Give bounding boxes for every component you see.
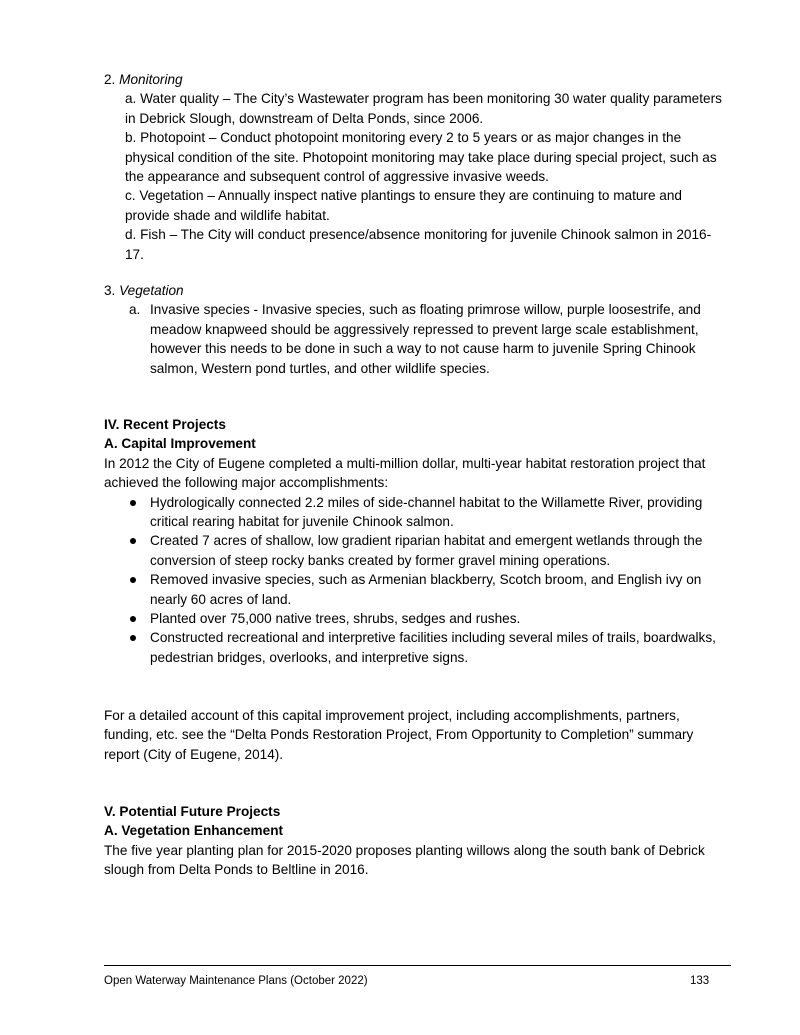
bullet-icon [130,635,136,641]
list-item-text: Hydrologically connected 2.2 miles of side-channel habitat to the Willamette River, providing critical rearing habitat for juvenile Chinook salmon. [150,494,703,530]
vegetation-enhancement-heading: A. Vegetation Enhancement [104,823,284,839]
vegetation-heading [104,281,724,300]
bullet-icon [130,616,136,622]
closing-paragraph: For a detailed account of this capital improvement project, including accomplishments, partners, funding, etc. see the “Delta Ponds Restoration Project, From Opportunity to Completion” summary report (City of Eugene, 2014). [104,708,694,762]
capital-improvement-heading: A. Capital Improvement [104,436,256,452]
future-projects-heading: V. Potential Future Projects [104,804,281,819]
monitoring-heading [104,70,724,89]
monitoring-section [104,70,724,264]
accomplishments-list [104,493,724,668]
vegetation-item-invasive [104,300,724,378]
bullet-icon [130,538,136,544]
vegetation-item-label: a. [129,302,141,318]
page-number: 133 [690,975,710,987]
list-item [104,609,724,628]
list-item-text: Removed invasive species, such as Armenian blackberry, Scotch broom, and English ivy on nearly 60 acres of land. [150,572,702,607]
vegetation-heading-number: 3. [104,283,116,298]
list-item [104,531,724,570]
list-item [104,628,724,667]
bullet-icon [130,500,136,506]
monitoring-item-fish: d. Fish – The City will conduct presence/absence monitoring for juvenile Chinook salmon in 2016-17. [125,227,712,262]
monitoring-item-photopoint: b. Photopoint – Conduct photopoint monitoring every 2 to 5 years or as major changes in the physical condition of the site. Photopoint monitoring may take place during special project, such as the appearance and subsequent control of aggressive invasive weeds. [125,130,717,185]
list-item-text: Created 7 acres of shallow, low gradient riparian habitat and emergent wetlands through the conversion of steep rocky banks created by former gravel mining operations. [150,533,703,568]
recent-projects-heading: IV. Recent Projects [104,417,226,432]
vegetation-item-text: Invasive species - Invasive species, such as floating primrose willow, purple loosestrife, and meadow knapweed should be aggressively repressed to prevent large scale establishment, however this needs to be done in such a way to not cause harm to juvenile Spring Chinook salmon, Western pond turtles, and other wildlife species. [150,302,701,376]
monitoring-item-water-quality: a. Water quality – The City’s Wastewater program has been monitoring 30 water quality parameters in Debrick Slough, downstream of Delta Ponds, since 2006. [125,91,722,126]
vegetation-heading-text: Vegetation [119,283,184,298]
footer-title: Open Waterway Maintenance Plans (October 2022) [104,975,368,987]
list-item-text: Constructed recreational and interpretive facilities including several miles of trails, boardwalks, pedestrian bridges, overlooks, and interpretive signs. [150,630,716,665]
recent-projects-intro: In 2012 the City of Eugene completed a multi-million dollar, multi-year habitat restoration project that achieved the following major accomplishments: [104,455,706,491]
recent-projects-section [104,415,724,667]
monitoring-heading-number: 2. [104,72,116,87]
monitoring-heading-text: Monitoring [119,72,183,87]
list-item [104,570,724,609]
list-item-text: Planted over 75,000 native trees, shrubs, sedges and rushes. [150,611,521,627]
list-item [104,493,724,532]
footer-divider [104,965,731,966]
future-projects-section [104,802,724,880]
monitoring-item-vegetation: c. Vegetation – Annually inspect native plantings to ensure they are continuing to mature and provide shade and wildlife habitat. [125,188,682,223]
vegetation-enhancement-text: The five year planting plan for 2015-2020 proposes planting willows along the south bank of Debrick slough from Delta Ponds to Beltline in 2016. [104,842,705,878]
bullet-icon [130,577,136,583]
recent-projects-closing [104,706,724,764]
vegetation-section [104,281,724,378]
